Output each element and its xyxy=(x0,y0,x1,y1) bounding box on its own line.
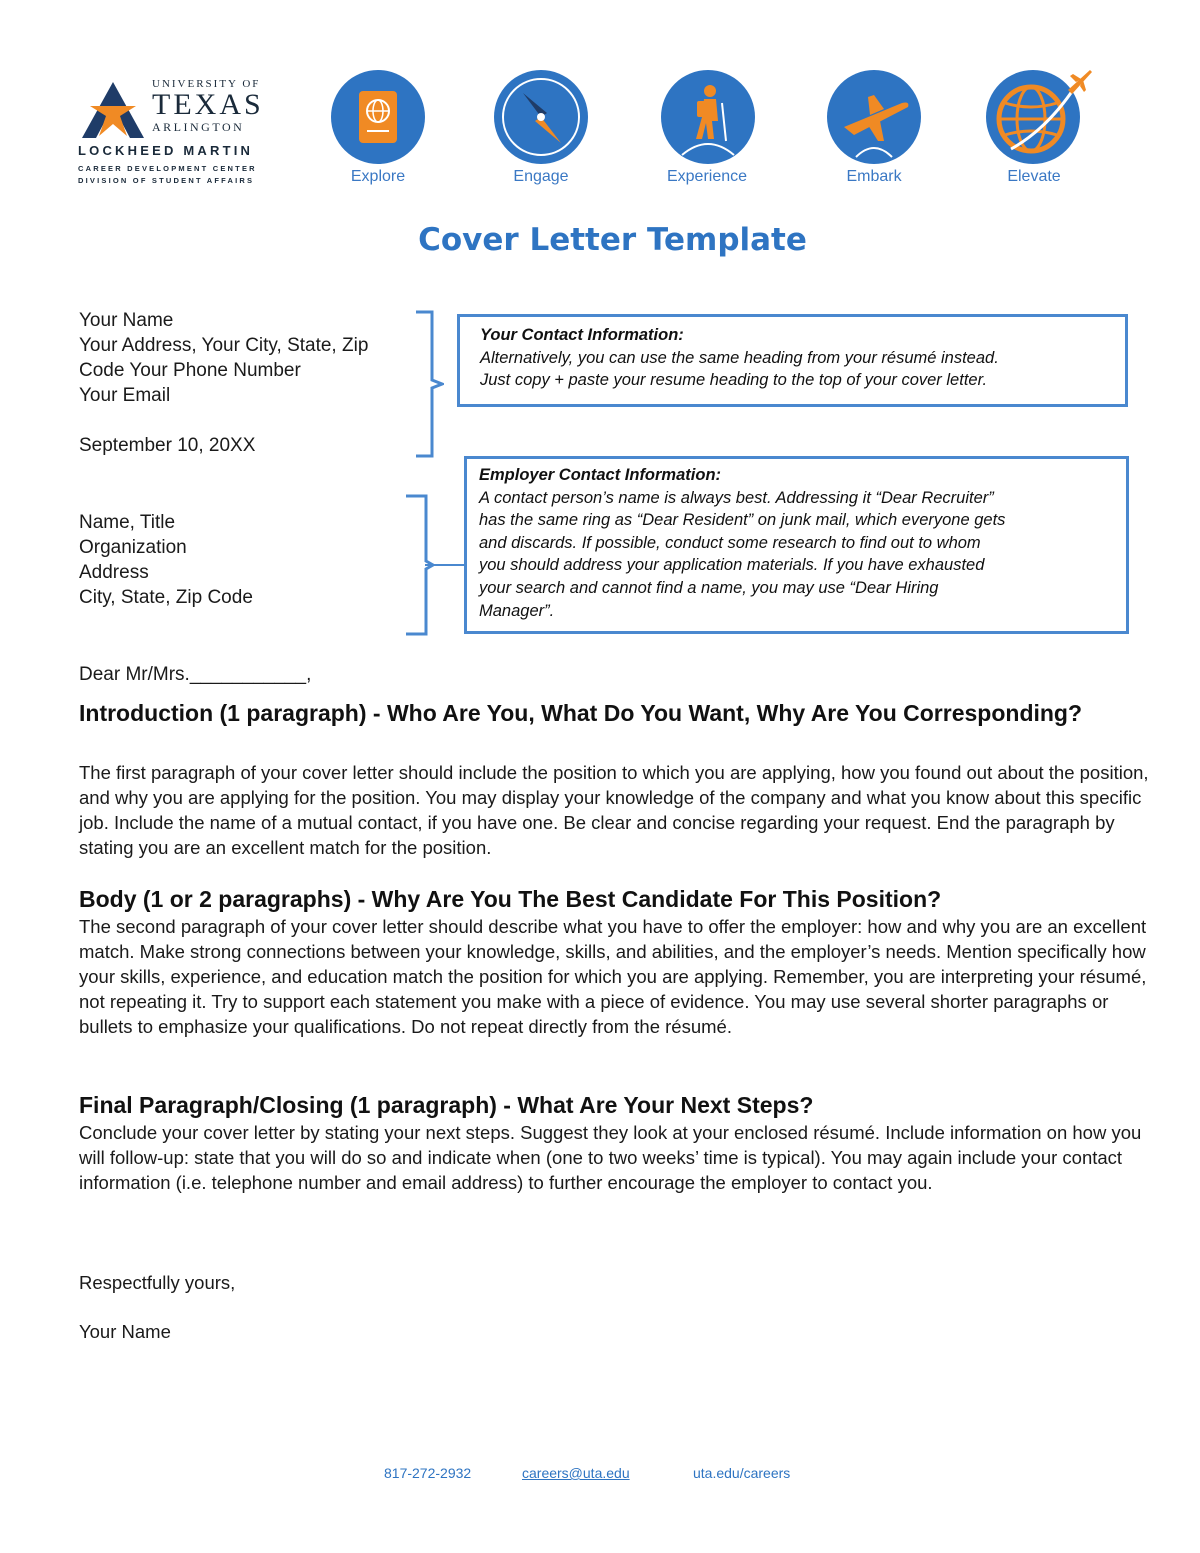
recipient-block xyxy=(79,510,253,610)
body-paragraph: The second paragraph of your cover letter should describe what you have to offer the employer: how and why you are an excellent match. Make strong connections between your knowledge, skills, and abilities, and the employer’s needs. Mention specifically how your skills, experience, and education match the position for which you are applying. Remember, you are interpreting your résumé, not repeating it. Try to support each statement you make with a piece of evidence. You may use several shorter paragraphs or bullets to emphasize your qualifications. Do not repeat directly from the résumé. xyxy=(79,916,1147,1037)
sender-bracket xyxy=(414,310,444,458)
employer-box-line: your search and cannot find a name, you may use “Dear Hiring xyxy=(479,578,939,597)
small-plane-icon xyxy=(1064,66,1094,96)
employer-box-line: Manager”. xyxy=(479,601,555,620)
sender-block xyxy=(79,308,368,458)
employer-box-line: and discards. If possible, conduct some research to find out to whom xyxy=(479,533,981,552)
uta-star-logo xyxy=(78,80,148,140)
lockheed-martin-label: LOCKHEED MARTIN xyxy=(78,143,254,158)
experience-label: Experience xyxy=(666,168,748,185)
recipient-organization: Organization xyxy=(79,537,187,558)
final-paragraph: Conclude your cover letter by stating your next steps. Suggest they look at your enclosed résumé. Include information on how you will follow-up: state that you will do so and indicate when (one to two weeks’ time is typical). You may again include your contact information (i.e. telephone number and email address) to further encourage the employer to contact you. xyxy=(79,1122,1142,1193)
sender-email: Your Email xyxy=(79,385,171,406)
arlington-label: ARLINGTON xyxy=(152,120,245,134)
passport-icon xyxy=(330,69,426,165)
university-of-label: UNIVERSITY OF xyxy=(152,78,261,90)
employer-box-line: you should address your application materials. If you have exhausted xyxy=(479,556,985,575)
career-center-label: CAREER DEVELOPMENT CENTER xyxy=(78,164,257,173)
hiker-icon xyxy=(660,69,756,165)
embark-label: Embark xyxy=(846,168,902,185)
employer-box-heading: Employer Contact Information: xyxy=(479,466,722,484)
final-heading: Final Paragraph/Closing (1 paragraph) - What Are Your Next Steps? xyxy=(79,1092,814,1118)
page-title: Cover Letter Template xyxy=(418,222,807,258)
signature-name: Your Name xyxy=(79,1321,171,1342)
division-label: DIVISION OF STUDENT AFFAIRS xyxy=(78,176,255,185)
recipient-address: Address xyxy=(79,562,149,583)
contact-box-line-2: Just copy + paste your resume heading to the top of your cover letter. xyxy=(480,371,988,389)
intro-heading: Introduction (1 paragraph) - Who Are You, What Do You Want, Why Are You Corresponding? xyxy=(79,700,1083,726)
salutation: Dear Mr/Mrs.___________, xyxy=(79,664,312,685)
recipient-city: City, State, Zip Code xyxy=(79,587,253,608)
contact-info-box xyxy=(457,314,1128,407)
recipient-name-title: Name, Title xyxy=(79,512,176,533)
intro-paragraph: The first paragraph of your cover letter should include the position to which you are applying, how you found out about the position, and why you are applying for the position. You may display your knowledge of the company and what you know about this specific job. Include the name of a mutual contact, if you have one. Be clear and concise regarding your request. End the paragraph by stating you are an excellent match for the position. xyxy=(79,762,1149,858)
compass-icon xyxy=(493,69,589,165)
body-heading: Body (1 or 2 paragraphs) - Why Are You The Best Candidate For This Position? xyxy=(79,886,942,912)
elevate-label: Elevate xyxy=(1007,168,1061,185)
recipient-bracket-connector xyxy=(425,562,465,568)
airplane-icon xyxy=(826,69,922,165)
valediction: Respectfully yours, xyxy=(79,1272,236,1293)
texas-label: TEXAS xyxy=(152,88,264,121)
contact-box-line-1: Alternatively, you can use the same heading from your résumé instead. xyxy=(480,348,999,367)
footer-phone: 817-272-2932 xyxy=(384,1465,472,1481)
explore-label: Explore xyxy=(350,168,406,185)
engage-label: Engage xyxy=(513,168,569,185)
sender-address-2: Code Your Phone Number xyxy=(79,360,301,381)
university-wordmark xyxy=(152,78,264,135)
employer-box-line: has the same ring as “Dear Resident” on junk mail, which everyone gets xyxy=(479,511,1006,530)
employer-info-box xyxy=(464,456,1129,634)
footer-web-link[interactable]: uta.edu/careers xyxy=(693,1465,791,1481)
footer-email-link[interactable]: careers@uta.edu xyxy=(522,1465,630,1481)
letter-date: September 10, 20XX xyxy=(79,435,256,456)
contact-box-heading: Your Contact Information: xyxy=(480,326,684,344)
sender-address-1: Your Address, Your City, State, Zip xyxy=(79,335,369,356)
sender-name: Your Name xyxy=(79,310,174,331)
employer-box-line: A contact person’s name is always best. Addressing it “Dear Recruiter” xyxy=(479,488,994,507)
